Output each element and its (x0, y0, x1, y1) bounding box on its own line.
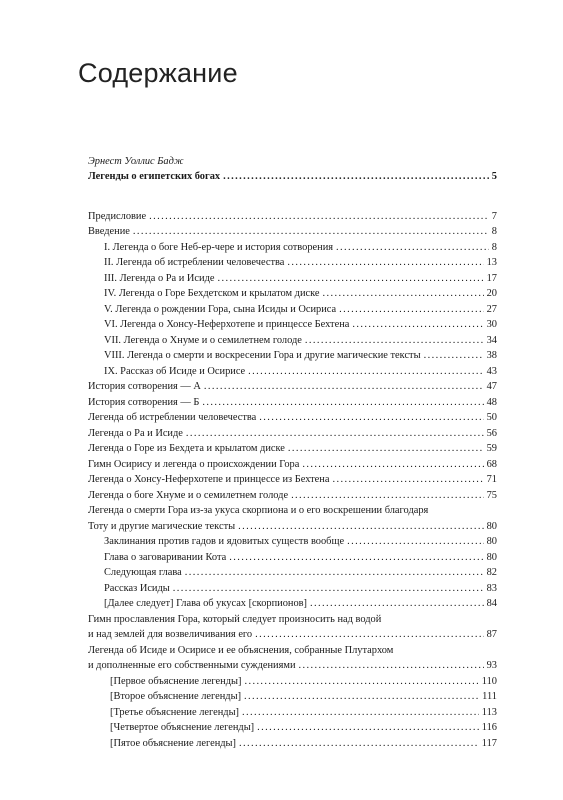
page-number: 111 (482, 691, 497, 702)
toc-entry[interactable] (104, 597, 497, 611)
dot-leader (204, 380, 484, 394)
page-number: 59 (486, 443, 497, 454)
dot-leader (244, 675, 478, 689)
page-number: 13 (486, 257, 497, 268)
dot-leader (242, 706, 479, 720)
page-number: 27 (486, 304, 497, 315)
toc-entry[interactable] (104, 318, 497, 332)
toc-entry[interactable] (88, 411, 497, 425)
dot-leader (185, 566, 484, 580)
page-number: 43 (486, 366, 497, 377)
page-number: 56 (486, 428, 497, 439)
toc-entry[interactable] (104, 256, 497, 270)
page-number: 30 (486, 319, 497, 330)
page-number: 5 (491, 171, 497, 182)
entry-title: IV. Легенда о Горе Бехдетском и крылатом диске (104, 288, 320, 299)
entry-title: V. Легенда о рождении Гора, сына Исиды и Осириса (104, 304, 337, 315)
page-number: 71 (486, 474, 497, 485)
toc-entry[interactable] (104, 535, 497, 549)
page-number: 75 (486, 490, 497, 501)
toc-entry[interactable] (110, 721, 497, 735)
dot-leader (347, 535, 484, 549)
entry-title: Легенда о Горе из Бехдета и крылатом диске (88, 443, 285, 454)
entry-title: III. Легенда о Ра и Исиде (104, 273, 215, 284)
toc-entry[interactable] (104, 349, 497, 363)
entry-title: Предисловие (88, 211, 147, 222)
author-name: Эрнест Уоллис Бадж (88, 156, 184, 167)
entry-title: [Пятое объяснение легенды] (110, 738, 236, 749)
toc-entry[interactable] (88, 380, 497, 394)
dot-leader (305, 334, 484, 348)
dot-leader (288, 442, 484, 456)
page-number: 87 (486, 629, 497, 640)
toc-entry[interactable] (88, 427, 497, 441)
dot-leader (259, 411, 483, 425)
entry-title: [Далее следует] Глава об укусах [скорпионов] (104, 598, 308, 609)
entry-title: Легенда о Хонсу-Неферхотепе и принцессе из Бехтена (88, 474, 330, 485)
toc-entry[interactable] (104, 582, 497, 596)
toc-entry-line[interactable]: Легенда об Исиде и Осирисе и ее объяснения, собранные Плутархом (88, 645, 394, 656)
page-number: 48 (486, 397, 497, 408)
toc-entry[interactable] (104, 551, 497, 565)
toc-entry[interactable] (110, 675, 497, 689)
page-number: 110 (481, 676, 497, 687)
entry-title: VIII. Легенда о смерти и воскресении Гора и другие магические тексты (104, 350, 421, 361)
dot-leader (257, 721, 479, 735)
dot-leader (217, 272, 483, 286)
dot-leader (424, 349, 484, 363)
dot-leader (352, 318, 483, 332)
dot-leader (186, 427, 484, 441)
entry-title: II. Легенда об истреблении человечества (104, 257, 285, 268)
dot-leader (287, 256, 483, 270)
dot-leader (223, 170, 489, 184)
dot-leader (310, 597, 484, 611)
dot-leader (291, 489, 484, 503)
dot-leader (323, 287, 484, 301)
toc-entry[interactable] (88, 520, 497, 534)
toc-entry[interactable] (104, 287, 497, 301)
toc-entry[interactable] (88, 442, 497, 456)
toc-entry[interactable] (88, 473, 497, 487)
page-number: 50 (486, 412, 497, 423)
page-number: 7 (491, 211, 497, 222)
dot-leader (299, 659, 484, 673)
entry-title: I. Легенда о боге Неб-ер-чере и история сотворения (104, 242, 334, 253)
toc-entry[interactable] (88, 489, 497, 503)
page-number: 80 (486, 552, 497, 563)
page-number: 38 (486, 350, 497, 361)
dot-leader (244, 690, 479, 704)
page-number: 117 (481, 738, 497, 749)
page-number: 34 (486, 335, 497, 346)
toc-entry[interactable] (110, 737, 497, 751)
page-title: Содержание (78, 58, 238, 88)
dot-leader (302, 458, 483, 472)
toc-entry[interactable] (88, 659, 497, 673)
toc-entry[interactable] (88, 458, 497, 472)
entry-title: VI. Легенда о Хонсу-Неферхотепе и принцессе Бехтена (104, 319, 350, 330)
toc-entry[interactable] (104, 272, 497, 286)
dot-leader (336, 241, 489, 255)
dot-leader (229, 551, 483, 565)
dot-leader (332, 473, 483, 487)
toc-entry[interactable] (104, 334, 497, 348)
page-number: 113 (481, 707, 497, 718)
toc-entry[interactable] (110, 706, 497, 720)
entry-title: Заклинания против гадов и ядовитых существ вообще (104, 536, 345, 547)
dot-leader (339, 303, 483, 317)
dot-leader (238, 520, 484, 534)
entry-title: История сотворения — Б (88, 397, 200, 408)
dot-leader (149, 210, 489, 224)
entry-title: IX. Рассказ об Исиде и Осирисе (104, 366, 246, 377)
toc-entry[interactable] (88, 210, 497, 224)
page-number: 80 (486, 536, 497, 547)
entry-title: Рассказ Исиды (104, 583, 170, 594)
page-number: 116 (481, 722, 497, 733)
toc-entry[interactable] (88, 396, 497, 410)
entry-title: Следующая глава (104, 567, 182, 578)
entry-title: [Третье объяснение легенды] (110, 707, 240, 718)
toc-entry[interactable] (110, 690, 497, 704)
dot-leader (255, 628, 483, 642)
dot-leader (239, 737, 479, 751)
page-number: 47 (486, 381, 497, 392)
toc-entry-line[interactable]: Гимн прославления Гора, который следует произносить над водой (88, 614, 382, 625)
entry-title: [Второе объяснение легенды] (110, 691, 242, 702)
entry-title: и дополненные его собственными суждениями (88, 660, 296, 671)
page-number: 83 (486, 583, 497, 594)
entry-title: VII. Легенда о Хнуме и о семилетнем голоде (104, 335, 302, 346)
toc-entry[interactable] (104, 303, 497, 317)
entry-title: Легенда об истреблении человечества (88, 412, 257, 423)
page-number: 82 (486, 567, 497, 578)
entry-title: Легенды о египетских богах (88, 171, 221, 182)
toc-entry[interactable] (104, 566, 497, 580)
page-number: 20 (486, 288, 497, 299)
page-number: 8 (491, 242, 497, 253)
page-number: 68 (486, 459, 497, 470)
page-number: 17 (486, 273, 497, 284)
dot-leader (248, 365, 483, 379)
toc-entry-line[interactable]: Легенда о смерти Гора из-за укуса скорпиона и о его воскрешении благодаря (88, 505, 429, 516)
entry-title: Глава о заговаривании Кота (104, 552, 227, 563)
entry-title: Легенда о Ра и Исиде (88, 428, 183, 439)
entry-title: [Первое объяснение легенды] (110, 676, 242, 687)
page-number: 84 (486, 598, 497, 609)
dot-leader (202, 396, 483, 410)
dot-leader (133, 225, 489, 239)
entry-title: Гимн Осирису и легенда о происхождении Гора (88, 459, 300, 470)
entry-title: Тоту и другие магические тексты (88, 521, 236, 532)
page-number: 8 (491, 226, 497, 237)
toc-entry[interactable] (88, 170, 497, 184)
toc-entry[interactable] (104, 365, 497, 379)
entry-title: История сотворения — А (88, 381, 201, 392)
toc-entry[interactable] (88, 225, 497, 239)
entry-title: [Четвертое объяснение легенды] (110, 722, 255, 733)
toc-entry[interactable] (88, 628, 497, 642)
page-number: 80 (486, 521, 497, 532)
entry-title: Введение (88, 226, 130, 237)
entry-title: и над землей для возвеличивания его (88, 629, 253, 640)
entry-title: Легенда о боге Хнуме и о семилетнем голоде (88, 490, 289, 501)
page-number: 93 (486, 660, 497, 671)
toc-entry[interactable] (104, 241, 497, 255)
dot-leader (173, 582, 484, 596)
